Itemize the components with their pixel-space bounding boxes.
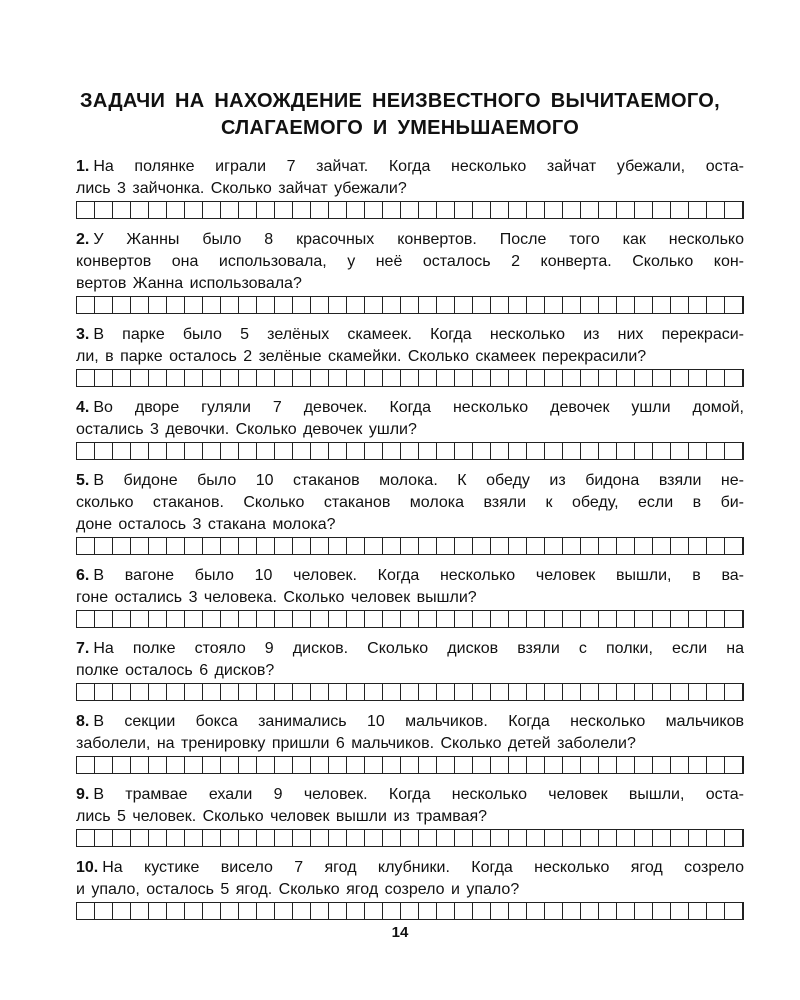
problem-text [76,565,744,609]
problem-number: 3. [76,326,90,343]
problem-line-text: лись 5 человек. Сколько человек вышли из трамвая? [76,808,488,825]
problem-line-text: На полке стояло 9 дисков. Сколько дисков взяли с полки, если на [93,640,744,657]
problem-line-text: В секции бокса занимались 10 мальчиков. Когда несколько мальчиков [93,713,744,730]
problem-line-text: заболели, на тренировку пришли 6 мальчиков. Сколько детей заболели? [76,735,636,752]
problem-item [76,397,744,460]
problem-line [76,711,744,733]
problem-line-text: У Жанны было 8 красочных конвертов. После того как несколько [93,231,744,248]
problem-number: 10. [76,859,99,876]
problem-text [76,711,744,755]
problem-text [76,784,744,828]
problem-number: 2. [76,231,90,248]
problem-line [76,492,744,514]
problem-item [76,565,744,628]
problem-list [76,156,744,930]
problem-text [76,638,744,682]
problem-line [76,470,744,492]
problem-line [76,346,744,368]
page-title [60,88,740,142]
problem-line-text: На кустике висело 7 ягод клубники. Когда несколько ягод созрело [102,859,744,876]
problem-text [76,229,744,295]
problem-line-text: В вагоне было 10 человек. Когда несколько человек вышли, в ва- [93,567,744,584]
answer-grid[interactable] [76,296,744,314]
problem-line-text: доне осталось 3 стакана молока? [76,516,336,533]
problem-item [76,784,744,847]
problem-number: 4. [76,399,90,416]
problem-line [76,660,744,682]
problem-line-text: конвертов она использовала, у неё осталось 2 конверта. Сколько кон- [76,253,744,270]
answer-grid[interactable] [76,683,744,701]
page-title-line-1: ЗАДАЧИ НА НАХОЖДЕНИЕ НЕИЗВЕСТНОГО ВЫЧИТАЕМОГО, [80,90,720,112]
problem-item [76,857,744,920]
problem-line [76,324,744,346]
problem-line-text: и упало, осталось 5 ягод. Сколько ягод созрело и упало? [76,881,520,898]
problem-line [76,251,744,273]
problem-line-text: сколько стаканов. Сколько стаканов молока взяли к обеду, если в би- [76,494,744,511]
answer-grid[interactable] [76,369,744,387]
problem-text [76,156,744,200]
answer-grid[interactable] [76,902,744,920]
problem-number: 9. [76,786,90,803]
problem-line [76,229,744,251]
problem-line [76,806,744,828]
page-number: 14 [391,924,409,941]
problem-line-text: В бидоне было 10 стаканов молока. К обеду из бидона взяли не- [93,472,744,489]
problem-line-text: На полянке играли 7 зайчат. Когда несколько зайчат убежали, оста- [93,158,744,175]
problem-line [76,784,744,806]
problem-line [76,638,744,660]
problem-item [76,711,744,774]
problem-line [76,419,744,441]
problem-item [76,324,744,387]
answer-grid[interactable] [76,829,744,847]
problem-line-text: остались 3 девочки. Сколько девочек ушли? [76,421,417,438]
problem-line [76,178,744,200]
answer-grid[interactable] [76,756,744,774]
problem-line-text: лись 3 зайчонка. Сколько зайчат убежали? [76,180,407,197]
problem-line [76,397,744,419]
problem-line-text: Во дворе гуляли 7 девочек. Когда несколько девочек ушли домой, [93,399,744,416]
page-title-line-2: СЛАГАЕМОГО И УМЕНЬШАЕМОГО [220,117,580,139]
problem-item [76,156,744,219]
problem-item [76,470,744,555]
problem-number: 7. [76,640,90,657]
problem-item [76,638,744,701]
problem-text [76,397,744,441]
problem-number: 1. [76,158,90,175]
problem-number: 8. [76,713,90,730]
answer-grid[interactable] [76,442,744,460]
problem-item [76,229,744,314]
problem-line-text: вертов Жанна использовала? [76,275,302,292]
problem-line [76,514,744,536]
problem-line [76,879,744,901]
problem-number: 5. [76,472,90,489]
answer-grid[interactable] [76,201,744,219]
problem-text [76,324,744,368]
problem-text [76,857,744,901]
problem-line-text: В трамвае ехали 9 человек. Когда несколько человек вышли, оста- [93,786,744,803]
problem-line-text: гоне остались 3 человека. Сколько человек вышли? [76,589,477,606]
problem-line [76,565,744,587]
answer-grid[interactable] [76,537,744,555]
problem-line-text: ли, в парке осталось 2 зелёные скамейки. Сколько скамеек перекрасили? [76,348,647,365]
problem-line [76,156,744,178]
problem-line [76,857,744,879]
problem-text [76,470,744,536]
problem-line [76,733,744,755]
answer-grid[interactable] [76,610,744,628]
problem-number: 6. [76,567,90,584]
problem-line [76,587,744,609]
problem-line-text: В парке было 5 зелёных скамеек. Когда несколько из них перекраси- [93,326,744,343]
problem-line-text: полке осталось 6 дисков? [76,662,275,679]
problem-line [76,273,744,295]
